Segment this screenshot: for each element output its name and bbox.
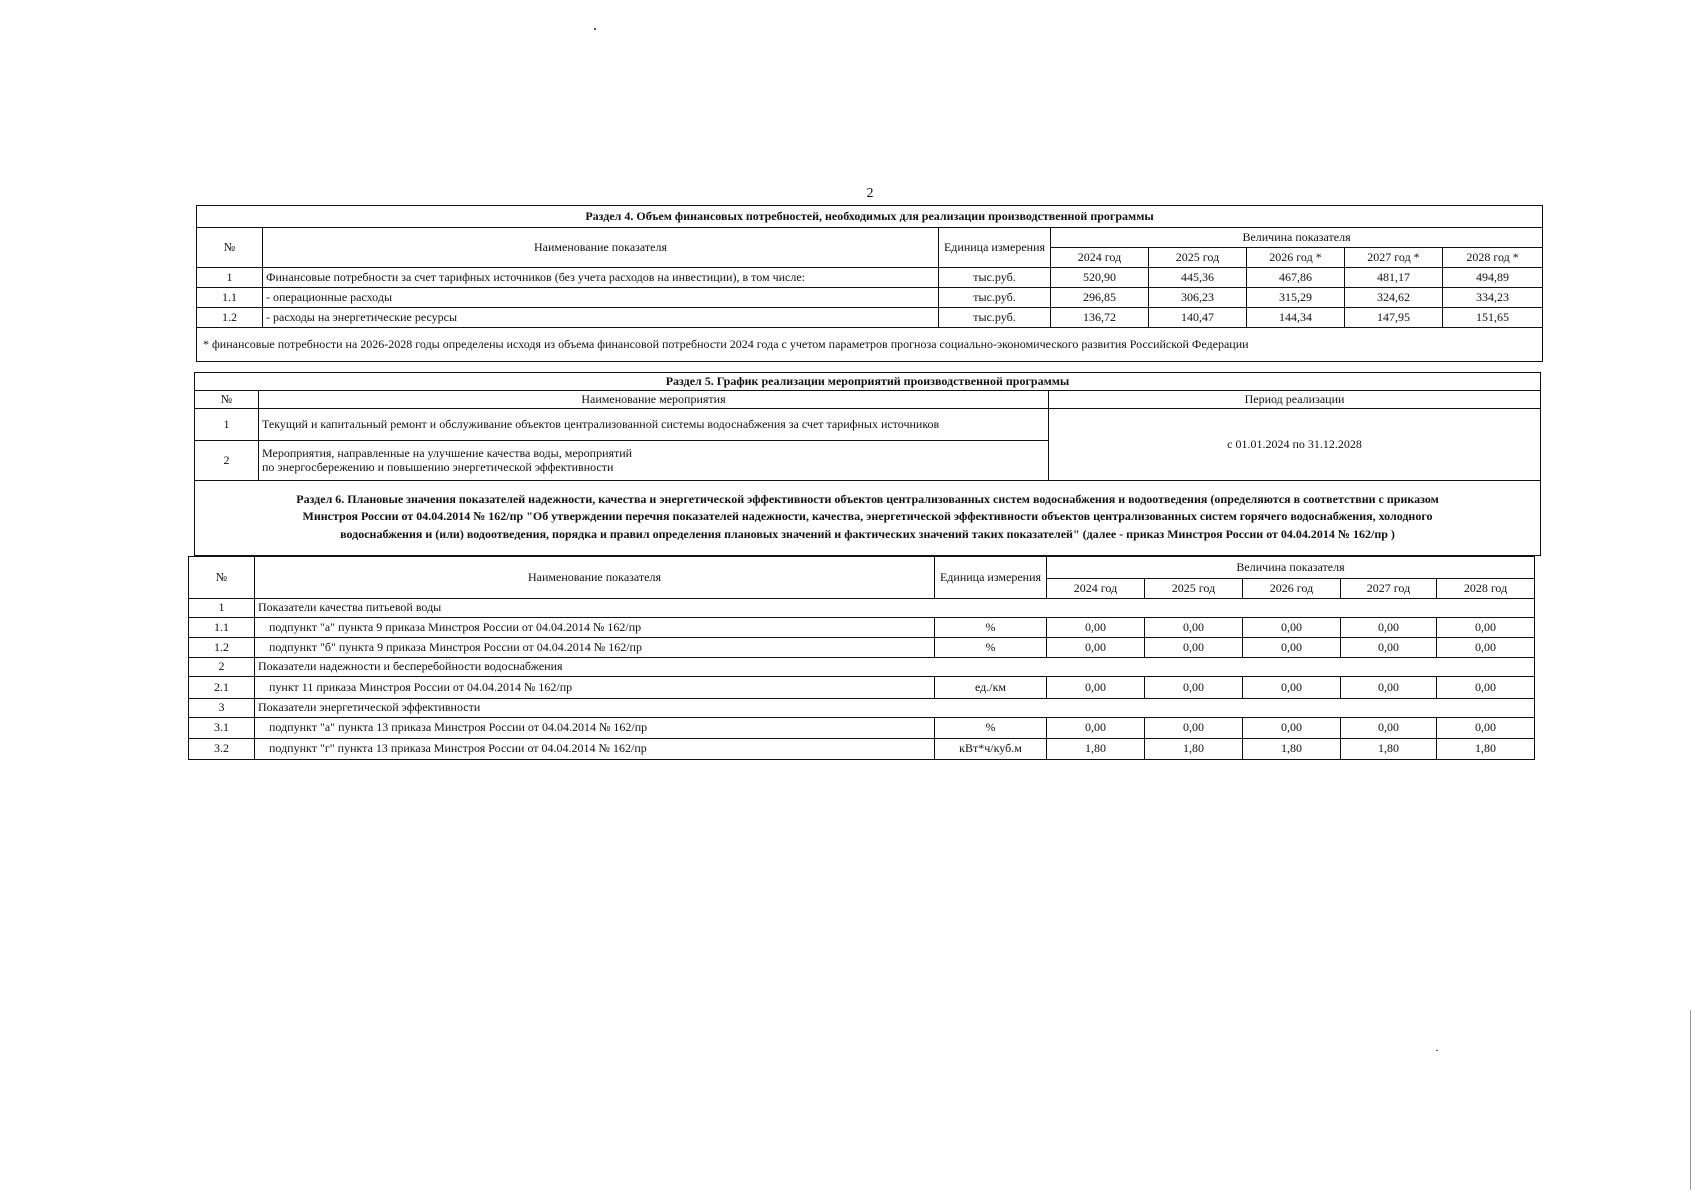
row-num: 2 (195, 441, 259, 481)
row-value: 136,72 (1051, 308, 1149, 328)
header-value: Величина показателя (1047, 557, 1535, 579)
row-num: 3.1 (189, 718, 255, 739)
row-name: подпункт "а" пункта 13 приказа Минстроя России от 04.04.2014 № 162/пр (255, 718, 935, 739)
row-name: подпункт "г" пункта 13 приказа Минстроя России от 04.04.2014 № 162/пр (255, 739, 935, 760)
row-value: 151,65 (1443, 308, 1543, 328)
row-name (259, 441, 1049, 481)
header-year: 2025 год (1145, 579, 1243, 599)
row-value: 1,80 (1437, 739, 1535, 760)
row-value: 0,00 (1145, 677, 1243, 699)
row-value: 1,80 (1145, 739, 1243, 760)
section4-table (196, 205, 1543, 362)
table-row (195, 409, 1541, 441)
header-year: 2024 год (1047, 579, 1145, 599)
row-value: 0,00 (1341, 718, 1437, 739)
row-value: 144,34 (1247, 308, 1345, 328)
row-name: - расходы на энергетические ресурсы (263, 308, 939, 328)
section6-title-line: Минстроя России от 04.04.2014 № 162/пр "Об утверждении перечня показателей надежности, качества, энергетической эффективности объектов централизованных систем горячего водоснабжения, холодного (302, 509, 1433, 524)
row-name-line: по энергосбережению и повышению энергетической эффективности (262, 459, 614, 474)
scan-mark (594, 28, 596, 30)
row-value: 467,86 (1247, 268, 1345, 288)
row-unit: ед./км (935, 677, 1047, 699)
header-name: Наименование показателя (255, 557, 935, 599)
group-num: 3 (189, 699, 255, 718)
header-name: Наименование мероприятия (259, 391, 1049, 409)
row-value: 1,80 (1047, 739, 1145, 760)
row-num: 3.2 (189, 739, 255, 760)
row-value: 0,00 (1243, 677, 1341, 699)
group-row (189, 599, 1535, 618)
table-row (197, 268, 1543, 288)
group-name: Показатели надежности и бесперебойности водоснабжения (255, 658, 1535, 677)
table-row (189, 739, 1535, 760)
header-value: Величина показателя (1051, 228, 1543, 248)
row-name: Текущий и капитальный ремонт и обслуживание объектов централизованной системы водоснабжения за счет тарифных источников (259, 409, 1049, 441)
scan-edge-line (1690, 1010, 1691, 1190)
group-name: Показатели качества питьевой воды (255, 599, 1535, 618)
row-value: 520,90 (1051, 268, 1149, 288)
row-value: 0,00 (1145, 718, 1243, 739)
row-value: 0,00 (1243, 638, 1341, 658)
table-row (189, 638, 1535, 658)
header-year: 2027 год (1341, 579, 1437, 599)
row-value: 0,00 (1437, 638, 1535, 658)
row-value: 481,17 (1345, 268, 1443, 288)
row-name: подпункт "б" пункта 9 приказа Минстроя России от 04.04.2014 № 162/пр (255, 638, 935, 658)
group-row (189, 658, 1535, 677)
row-value: 0,00 (1437, 677, 1535, 699)
row-name: Финансовые потребности за счет тарифных источников (без учета расходов на инвестиции), в том числе: (263, 268, 939, 288)
section5-title: Раздел 5. График реализации мероприятий производственной программы (195, 373, 1541, 391)
row-num: 2.1 (189, 677, 255, 699)
row-num: 1.2 (189, 638, 255, 658)
row-unit: % (935, 618, 1047, 638)
row-num: 1.1 (197, 288, 263, 308)
header-year: 2026 год (1243, 579, 1341, 599)
group-num: 2 (189, 658, 255, 677)
row-value: 0,00 (1437, 618, 1535, 638)
section6-title (195, 481, 1541, 556)
row-value: 0,00 (1341, 677, 1437, 699)
section6-table (188, 556, 1535, 760)
header-year: 2026 год * (1247, 248, 1345, 268)
row-value: 0,00 (1047, 618, 1145, 638)
header-year: 2028 год * (1443, 248, 1543, 268)
row-value: 0,00 (1145, 618, 1243, 638)
section6-title-line: Раздел 6. Плановые значения показателей надежности, качества и энергетической эффективности объектов централизованных систем водоснабжения и водоотведения (определяются в соответствии с приказом (296, 492, 1439, 506)
row-value: 324,62 (1345, 288, 1443, 308)
row-num: 1 (197, 268, 263, 288)
row-value: 140,47 (1149, 308, 1247, 328)
row-value: 0,00 (1243, 618, 1341, 638)
row-name-line: Мероприятия, направленные на улучшение качества воды, мероприятий (262, 445, 633, 460)
row-unit: тыс.руб. (939, 308, 1051, 328)
section6-title-line: водоснабжения и (или) водоотведения, порядка и правил определения плановых значений и фактических значений таких показателей" (далее - приказ Минстроя России от 04.04.2014 № 162/пр ) (340, 526, 1395, 541)
header-num: № (195, 391, 259, 409)
row-num: 1.2 (197, 308, 263, 328)
row-value: 0,00 (1341, 618, 1437, 638)
header-num: № (197, 228, 263, 268)
section4-title: Раздел 4. Объем финансовых потребностей, необходимых для реализации производственной программы (197, 206, 1543, 228)
row-value: 306,23 (1149, 288, 1247, 308)
row-unit: % (935, 638, 1047, 658)
row-value: 147,95 (1345, 308, 1443, 328)
section4-footnote: * финансовые потребности на 2026-2028 годы определены исходя из объема финансовой потребности 2024 года с учетом параметров прогноза социально-экономического развития Российской Федерации (197, 328, 1543, 362)
row-value: 0,00 (1437, 718, 1535, 739)
row-unit: кВт*ч/куб.м (935, 739, 1047, 760)
header-period: Период реализации (1049, 391, 1541, 409)
row-value: 0,00 (1341, 638, 1437, 658)
scan-mark (1436, 1050, 1438, 1051)
header-year: 2028 год (1437, 579, 1535, 599)
group-row (189, 699, 1535, 718)
row-unit: тыс.руб. (939, 268, 1051, 288)
table-row (197, 308, 1543, 328)
header-year: 2025 год (1149, 248, 1247, 268)
row-value: 1,80 (1341, 739, 1437, 760)
table-row (189, 618, 1535, 638)
section5-table (194, 372, 1541, 556)
header-year: 2027 год * (1345, 248, 1443, 268)
row-num: 1 (195, 409, 259, 441)
row-value: 494,89 (1443, 268, 1543, 288)
row-value: 0,00 (1243, 718, 1341, 739)
row-value: 0,00 (1047, 718, 1145, 739)
table-row (189, 677, 1535, 699)
group-name: Показатели энергетической эффективности (255, 699, 1535, 718)
row-name: - операционные расходы (263, 288, 939, 308)
row-name: пункт 11 приказа Минстроя России от 04.04.2014 № 162/пр (255, 677, 935, 699)
period-value: с 01.01.2024 по 31.12.2028 (1049, 409, 1541, 481)
header-year: 2024 год (1051, 248, 1149, 268)
row-value: 0,00 (1047, 638, 1145, 658)
row-unit: % (935, 718, 1047, 739)
header-unit: Единица измерения (935, 557, 1047, 599)
group-num: 1 (189, 599, 255, 618)
row-name: подпункт "а" пункта 9 приказа Минстроя России от 04.04.2014 № 162/пр (255, 618, 935, 638)
row-value: 296,85 (1051, 288, 1149, 308)
page-number: 2 (866, 186, 874, 201)
header-unit: Единица измерения (939, 228, 1051, 268)
row-value: 0,00 (1145, 638, 1243, 658)
header-name: Наименование показателя (263, 228, 939, 268)
row-value: 315,29 (1247, 288, 1345, 308)
row-value: 445,36 (1149, 268, 1247, 288)
table-row (189, 718, 1535, 739)
row-value: 334,23 (1443, 288, 1543, 308)
row-value: 1,80 (1243, 739, 1341, 760)
table-row (197, 288, 1543, 308)
row-value: 0,00 (1047, 677, 1145, 699)
header-num: № (189, 557, 255, 599)
row-num: 1.1 (189, 618, 255, 638)
row-unit: тыс.руб. (939, 288, 1051, 308)
